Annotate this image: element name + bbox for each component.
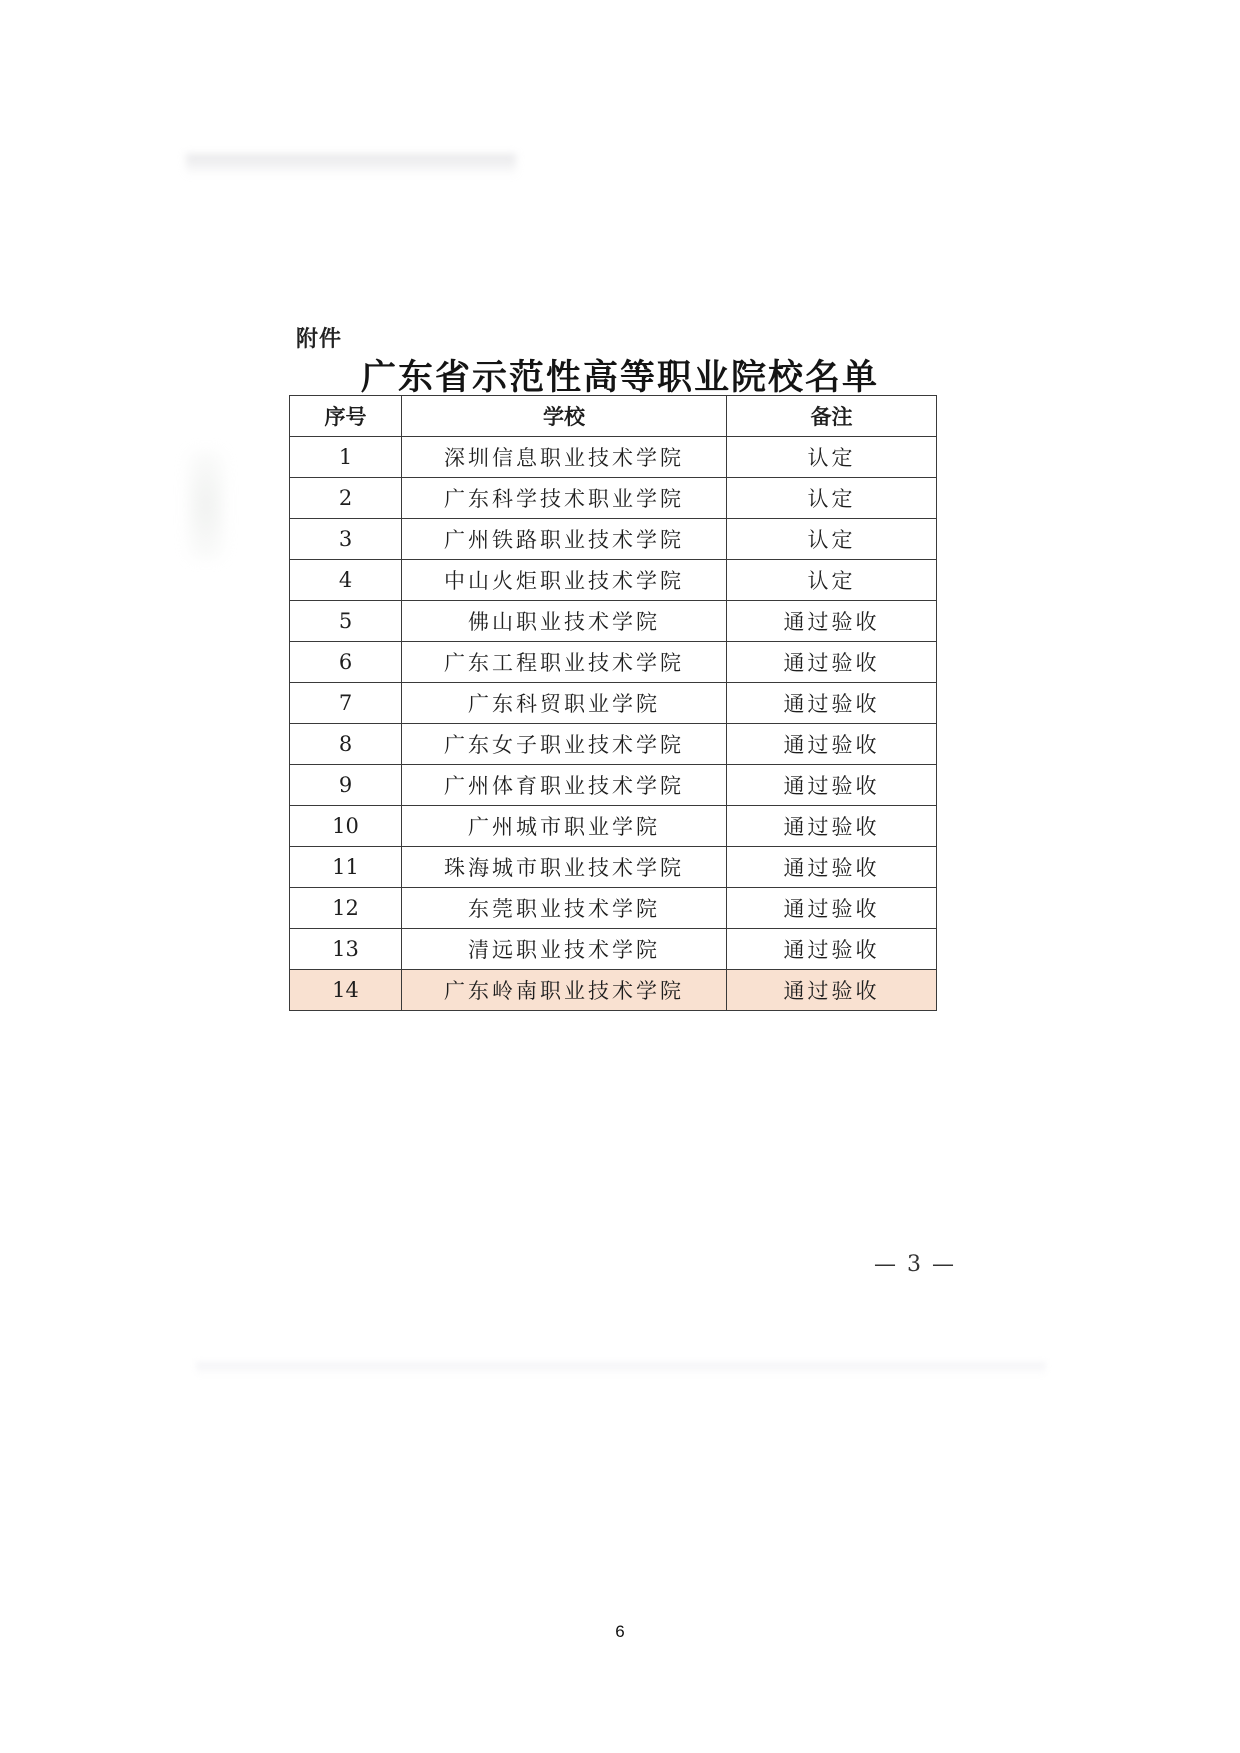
row-note: 通过验收 (727, 970, 937, 1011)
table-row (290, 560, 937, 601)
inner-page-number: — 3 — (874, 1252, 956, 1277)
table-row (290, 724, 937, 765)
table-row (290, 683, 937, 724)
row-index: 5 (290, 601, 402, 642)
row-index: 13 (290, 929, 402, 970)
row-school: 广州城市职业学院 (402, 806, 727, 847)
table-row (290, 929, 937, 970)
row-note: 通过验收 (727, 683, 937, 724)
row-index: 8 (290, 724, 402, 765)
header-note: 备注 (727, 396, 937, 437)
table-row (290, 642, 937, 683)
row-school: 佛山职业技术学院 (402, 601, 727, 642)
row-school: 广东岭南职业技术学院 (402, 970, 727, 1011)
row-note: 通过验收 (727, 765, 937, 806)
document-title: 广东省示范性高等职业院校名单 (360, 357, 879, 398)
footer-page-number: 6 (615, 1622, 625, 1641)
row-note: 通过验收 (727, 888, 937, 929)
row-school: 广州铁路职业技术学院 (402, 519, 727, 560)
row-index: 3 (290, 519, 402, 560)
row-note: 通过验收 (727, 724, 937, 765)
row-note: 认定 (727, 478, 937, 519)
row-index: 11 (290, 847, 402, 888)
table-row (290, 888, 937, 929)
row-note: 通过验收 (727, 642, 937, 683)
table-row (290, 601, 937, 642)
row-school: 深圳信息职业技术学院 (402, 437, 727, 478)
table-row (290, 519, 937, 560)
attachment-label: 附件 (296, 327, 343, 352)
row-note: 认定 (727, 560, 937, 601)
row-school: 广州体育职业技术学院 (402, 765, 727, 806)
table-row (290, 847, 937, 888)
row-note: 通过验收 (727, 806, 937, 847)
row-index: 9 (290, 765, 402, 806)
table-row (290, 806, 937, 847)
row-school: 广东工程职业技术学院 (402, 642, 727, 683)
header-school: 学校 (402, 396, 727, 437)
row-index: 6 (290, 642, 402, 683)
row-index: 1 (290, 437, 402, 478)
row-school: 广东科学技术职业学院 (402, 478, 727, 519)
row-school: 东莞职业技术学院 (402, 888, 727, 929)
row-note: 通过验收 (727, 601, 937, 642)
row-school: 清远职业技术学院 (402, 929, 727, 970)
school-list-table (289, 395, 937, 1011)
scan-shadow (196, 1362, 1046, 1376)
table-row (290, 437, 937, 478)
row-school: 中山火炬职业技术学院 (402, 560, 727, 601)
row-note: 认定 (727, 437, 937, 478)
row-school: 广东科贸职业学院 (402, 683, 727, 724)
header-index: 序号 (290, 396, 402, 437)
table-row (290, 478, 937, 519)
row-index: 14 (290, 970, 402, 1011)
scan-shadow (186, 154, 516, 176)
row-index: 10 (290, 806, 402, 847)
row-index: 4 (290, 560, 402, 601)
row-note: 认定 (727, 519, 937, 560)
row-note: 通过验收 (727, 847, 937, 888)
row-note: 通过验收 (727, 929, 937, 970)
table-row (290, 765, 937, 806)
row-index: 2 (290, 478, 402, 519)
row-index: 7 (290, 683, 402, 724)
scan-shadow (186, 450, 226, 560)
row-school: 广东女子职业技术学院 (402, 724, 727, 765)
row-index: 12 (290, 888, 402, 929)
row-school: 珠海城市职业技术学院 (402, 847, 727, 888)
table-header-row (290, 396, 937, 437)
table-row-highlighted (290, 970, 937, 1011)
